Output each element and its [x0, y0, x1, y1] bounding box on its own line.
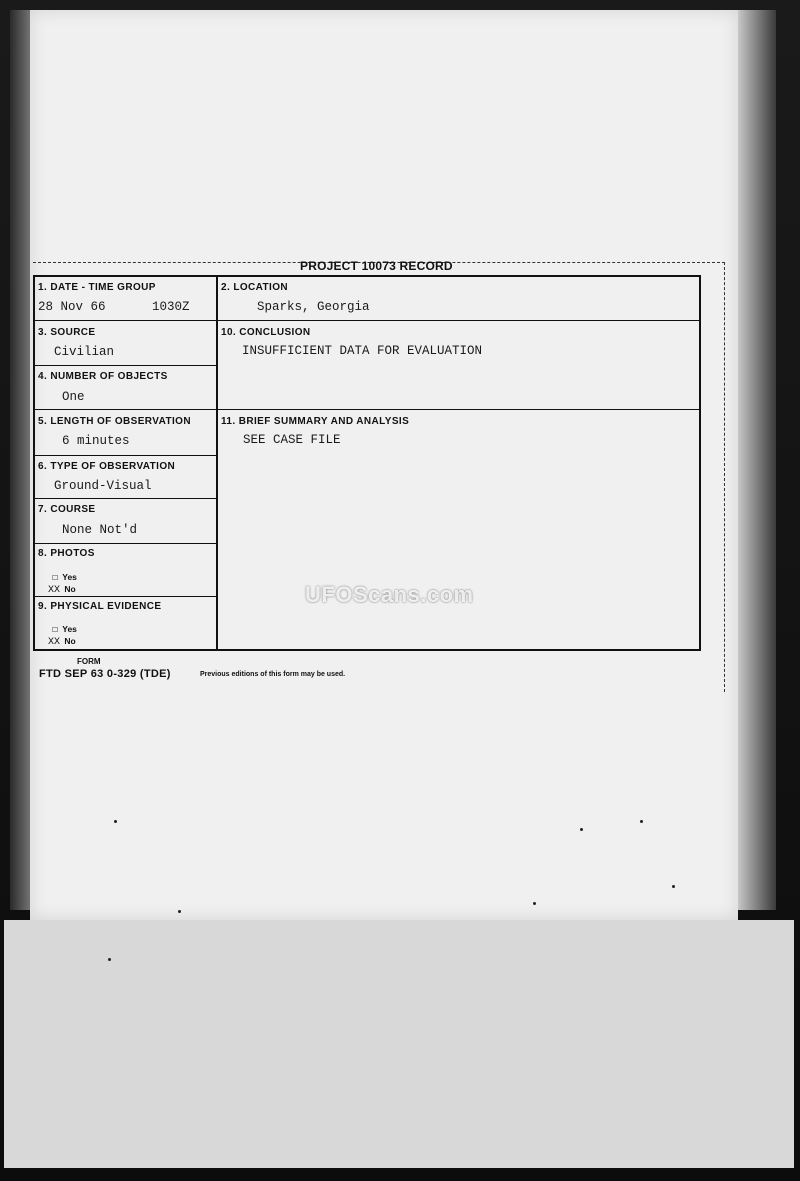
source-value: Civilian [54, 345, 115, 359]
location-value: Sparks, Georgia [257, 300, 370, 314]
watermark-text: UFOScans.com [305, 582, 474, 607]
number-of-objects-label: 4. NUMBER OF OBJECTS [38, 371, 168, 382]
physical-evidence-no-label: No [64, 636, 76, 646]
scan-speck [178, 910, 181, 913]
source-label: 3. SOURCE [38, 327, 96, 338]
scan-speck [533, 902, 536, 905]
summary-value: SEE CASE FILE [243, 433, 341, 447]
paper-shadow-left [10, 10, 32, 910]
photos-label: 8. PHOTOS [38, 548, 95, 559]
type-of-observation-value: Ground-Visual [54, 479, 152, 493]
photos-no-label: No [64, 584, 76, 594]
photos-no-checkbox: XX [48, 585, 61, 596]
form-right-rule [724, 262, 725, 692]
course-value: None Not'd [62, 523, 138, 537]
paper-shadow-right [736, 10, 776, 910]
footer-note: Previous editions of this form may be used. [200, 671, 346, 678]
form-title: PROJECT 10073 RECORD [300, 259, 453, 273]
footer-form-code: FTD SEP 63 0-329 (TDE) [39, 668, 171, 680]
physical-evidence-label: 9. PHYSICAL EVIDENCE [38, 601, 162, 612]
row-divider [35, 365, 217, 366]
photos-yes-option [52, 572, 77, 584]
physical-evidence-yes-checkbox: ☐ [52, 625, 59, 636]
form-column-divider [216, 275, 218, 651]
row-divider [35, 320, 701, 321]
photos-yes-label: Yes [62, 572, 77, 582]
date-value: 28 Nov 66 [38, 300, 106, 314]
length-of-observation-value: 6 minutes [62, 434, 130, 448]
scan-speck [108, 958, 111, 961]
length-of-observation-label: 5. LENGTH OF OBSERVATION [38, 416, 191, 427]
row-divider [35, 543, 217, 544]
physical-evidence-yes-option [52, 624, 77, 636]
photos-no-option [48, 584, 76, 596]
scan-speck [580, 828, 583, 831]
scan-speck [672, 885, 675, 888]
photos-yes-checkbox: ☐ [52, 573, 59, 584]
date-time-label: 1. DATE - TIME GROUP [38, 282, 156, 293]
footer-form-word: FORM [77, 657, 101, 666]
row-divider [35, 409, 701, 410]
location-label: 2. LOCATION [221, 282, 288, 293]
time-value: 1030Z [152, 300, 190, 314]
physical-evidence-no-checkbox: XX [48, 637, 61, 648]
row-divider [35, 596, 217, 597]
type-of-observation-label: 6. TYPE OF OBSERVATION [38, 461, 176, 472]
conclusion-label: 10. CONCLUSION [221, 327, 311, 338]
underlying-sheet [4, 920, 794, 1168]
course-label: 7. COURSE [38, 504, 96, 515]
summary-label: 11. BRIEF SUMMARY AND ANALYSIS [221, 416, 410, 427]
conclusion-value: INSUFFICIENT DATA FOR EVALUATION [242, 344, 483, 358]
row-divider [35, 455, 217, 456]
scan-speck [114, 820, 117, 823]
row-divider [35, 498, 217, 499]
physical-evidence-yes-label: Yes [62, 624, 77, 634]
scan-speck [640, 820, 643, 823]
number-of-objects-value: One [62, 390, 85, 404]
physical-evidence-no-option [48, 636, 76, 648]
